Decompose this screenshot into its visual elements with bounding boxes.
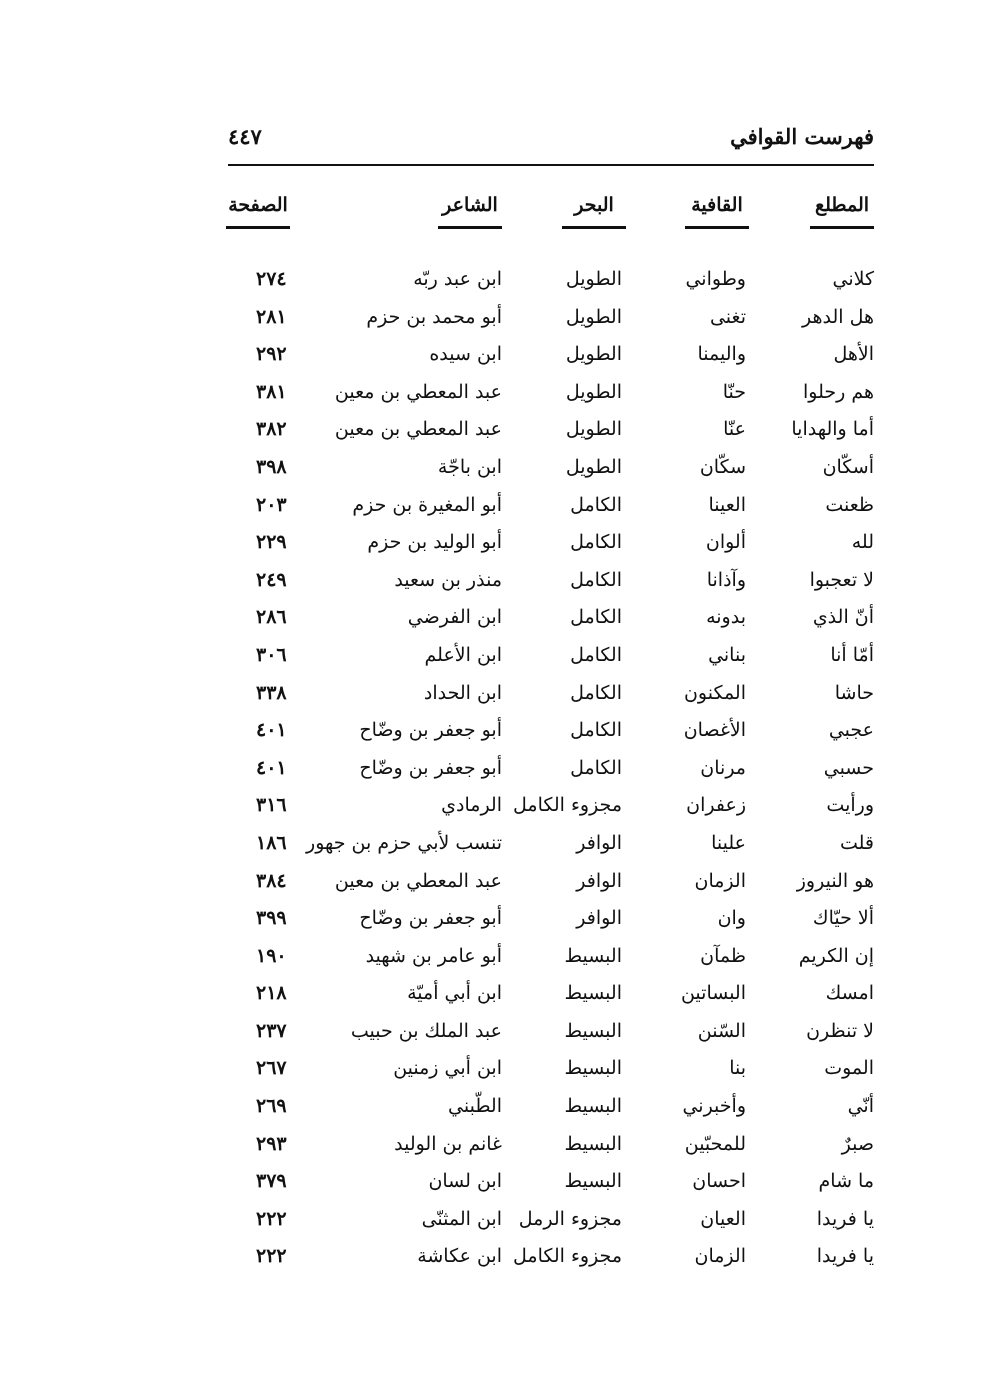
cell-matla: امسك: [825, 982, 874, 1005]
header-title: فهرست القوافي: [730, 124, 874, 149]
cell-qafia: تغنى: [709, 305, 746, 328]
cell-bahr: الكامل: [570, 643, 622, 666]
cell-qafia: ظمآن: [700, 944, 746, 967]
cell-shaer: أبو محمد بن حزم: [366, 305, 502, 328]
cell-bahr: الوافر: [576, 869, 622, 892]
cell-page: ٢٩٣: [256, 1132, 287, 1155]
table-row: [228, 563, 874, 601]
table-row: [228, 1127, 874, 1165]
cell-page: ٣١٦: [256, 794, 287, 817]
header-divider: [228, 164, 874, 166]
cell-page: ٢٧٤: [256, 268, 287, 290]
cell-shaer: الطّبني: [448, 1095, 502, 1118]
cell-shaer: عبد الملك بن حبيب: [350, 1019, 502, 1042]
cell-qafia: ألوان: [705, 531, 746, 554]
cell-matla: ظعنت: [825, 493, 874, 516]
cell-shaer: عبد المعطي بن معين: [334, 869, 502, 892]
column-header-page-label: الصفحة: [226, 194, 290, 229]
cell-qafia: وان: [717, 907, 746, 930]
cell-bahr: الطويل: [565, 343, 622, 366]
cell-qafia: الزمان: [694, 869, 746, 892]
cell-page: ٢٠٣: [256, 493, 287, 516]
cell-page: ١٨٦: [256, 831, 287, 854]
cell-bahr: الطويل: [565, 380, 622, 403]
cell-qafia: زعفران: [686, 794, 746, 817]
cell-bahr: البسيط: [564, 982, 622, 1005]
cell-page: ٣٣٨: [256, 681, 287, 704]
cell-page: ٤٠١: [256, 756, 287, 779]
cell-qafia: العيان: [700, 1207, 746, 1230]
table-row: [228, 525, 874, 563]
cell-bahr: الكامل: [570, 493, 622, 516]
cell-bahr: الكامل: [570, 568, 622, 591]
cell-shaer: أبو جعفر بن وضّاح: [359, 907, 502, 930]
cell-shaer: ابن المثنّى: [421, 1207, 502, 1230]
column-header-page: [226, 194, 290, 238]
cell-page: ٢٢٩: [256, 531, 287, 554]
table-row: [228, 1014, 874, 1052]
cell-matla: أما والهدايا: [791, 418, 874, 441]
cell-shaer: ابن سيده: [429, 343, 502, 366]
cell-bahr: البسيط: [564, 1170, 622, 1193]
table-row: [228, 1051, 874, 1089]
index-table-body: [228, 262, 874, 1277]
table-row: [228, 826, 874, 864]
cell-matla: يا فريدا: [816, 1245, 874, 1268]
cell-matla: أنّي: [847, 1095, 874, 1118]
table-row: [228, 1164, 874, 1202]
cell-shaer: عبد المعطي بن معين: [334, 418, 502, 441]
cell-qafia: الزمان: [694, 1245, 746, 1268]
cell-qafia: للمحبّين: [684, 1132, 746, 1155]
cell-bahr: البسيط: [564, 1095, 622, 1118]
table-row: [228, 901, 874, 939]
cell-qafia: السّنن: [697, 1019, 746, 1042]
cell-page: ٢٩٢: [256, 343, 287, 366]
cell-matla: يا فريدا: [816, 1207, 874, 1230]
cell-matla: أمّا أنا: [830, 643, 874, 666]
table-row: [228, 1239, 874, 1277]
cell-bahr: البسيط: [564, 1019, 622, 1042]
table-row: [228, 375, 874, 413]
cell-page: ٤٠١: [256, 719, 287, 742]
cell-matla: حاشا: [834, 681, 874, 704]
table-row: [228, 751, 874, 789]
cell-bahr: البسيط: [564, 944, 622, 967]
cell-bahr: الكامل: [570, 606, 622, 629]
table-row: [228, 1202, 874, 1240]
cell-page: ٣٠٦: [256, 643, 287, 666]
cell-bahr: الطويل: [565, 268, 622, 290]
cell-matla: كلاني: [832, 268, 874, 290]
cell-qafia: بنا: [729, 1057, 746, 1080]
cell-shaer: ابن الحداد: [423, 681, 502, 704]
cell-bahr: الطويل: [565, 418, 622, 441]
cell-matla: الموت: [824, 1057, 874, 1080]
cell-qafia: احسان: [692, 1170, 746, 1193]
cell-matla: قلت: [839, 831, 874, 854]
cell-page: ٢٨٦: [256, 606, 287, 629]
cell-qafia: وأخبرني: [682, 1095, 746, 1118]
table-row: [228, 1089, 874, 1127]
cell-qafia: وآذانا: [706, 568, 746, 591]
cell-matla: عجبي: [828, 719, 874, 742]
cell-page: ٣٨٤: [256, 869, 287, 892]
cell-page: ٢٤٩: [256, 568, 287, 591]
cell-page: ٣٨١: [256, 380, 287, 403]
cell-matla: ألا حيّاك: [812, 907, 874, 930]
cell-shaer: ابن الأعلم: [424, 643, 502, 666]
cell-bahr: مجزوء الرمل: [518, 1207, 622, 1230]
cell-bahr: الكامل: [570, 719, 622, 742]
table-row: [228, 713, 874, 751]
cell-page: ٢٦٧: [256, 1057, 287, 1080]
cell-shaer: أبو عامر بن شهيد: [365, 944, 502, 967]
cell-page: ٢٦٩: [256, 1095, 287, 1118]
table-row: [228, 450, 874, 488]
cell-qafia: مرنان: [700, 756, 746, 779]
cell-page: ٢٣٧: [256, 1019, 287, 1042]
cell-bahr: مجزوء الكامل: [513, 1245, 622, 1268]
cell-matla: هو النيروز: [796, 869, 874, 892]
table-row: [228, 300, 874, 338]
cell-bahr: الكامل: [570, 756, 622, 779]
cell-qafia: وطواني: [685, 268, 746, 290]
cell-qafia: بدونه: [706, 606, 746, 629]
cell-bahr: الطويل: [565, 455, 622, 478]
cell-qafia: سكّان: [699, 455, 746, 478]
column-header-qafia-label: القافية: [685, 194, 749, 229]
cell-matla: الأهل: [833, 343, 874, 366]
cell-page: ٢١٨: [256, 982, 287, 1005]
cell-qafia: علينا: [711, 831, 746, 854]
cell-shaer: غانم بن الوليد: [394, 1132, 502, 1155]
table-row: [228, 337, 874, 375]
table-row: [228, 412, 874, 450]
cell-bahr: الكامل: [570, 531, 622, 554]
column-header-matla: [810, 194, 874, 238]
cell-shaer: ابن الفرضي: [407, 606, 502, 629]
cell-page: ٢٨١: [256, 305, 287, 328]
cell-shaer: أبو جعفر بن وضّاح: [359, 719, 502, 742]
table-row: [228, 638, 874, 676]
cell-page: ٢٢٢: [256, 1207, 287, 1230]
cell-qafia: العينا: [708, 493, 746, 516]
cell-matla: إن الكريم: [798, 944, 874, 967]
cell-bahr: البسيط: [564, 1057, 622, 1080]
cell-matla: ما شام: [818, 1170, 874, 1193]
cell-qafia: البساتين: [680, 982, 746, 1005]
cell-bahr: الوافر: [576, 907, 622, 930]
column-header-bahr-label: البحر: [562, 194, 626, 229]
cell-matla: لله: [851, 531, 874, 554]
cell-page: ١٩٠: [256, 944, 287, 967]
cell-matla: لا تنظرن: [806, 1019, 874, 1042]
cell-qafia: حنّا: [722, 380, 746, 403]
cell-shaer: عبد المعطي بن معين: [334, 380, 502, 403]
column-header-shaer-label: الشاعر: [438, 194, 502, 229]
cell-shaer: منذر بن سعيد: [394, 568, 502, 591]
column-header-matla-label: المطلع: [810, 194, 874, 229]
cell-page: ٣٧٩: [256, 1170, 287, 1193]
cell-qafia: عنّا: [723, 418, 746, 441]
cell-matla: أسكّان: [822, 455, 874, 478]
cell-shaer: ابن أبي أميّة: [407, 982, 502, 1005]
table-row: [228, 262, 874, 300]
cell-bahr: الطويل: [565, 305, 622, 328]
header-page-number: ٤٤٧: [228, 124, 262, 149]
column-header-bahr: [562, 194, 626, 238]
table-row: [228, 788, 874, 826]
cell-qafia: واليمنا: [697, 343, 746, 366]
cell-page: ٣٩٨: [256, 455, 287, 478]
cell-page: ٣٩٩: [256, 907, 287, 930]
cell-shaer: ابن أبي زمنين: [393, 1057, 502, 1080]
cell-qafia: المكنون: [683, 681, 746, 704]
cell-shaer: ابن عكاشة: [417, 1245, 502, 1268]
table-row: [228, 676, 874, 714]
cell-bahr: الوافر: [576, 831, 622, 854]
cell-qafia: بناني: [708, 643, 746, 666]
cell-matla: لا تعجبوا: [809, 568, 874, 591]
page-header: [228, 124, 874, 164]
cell-page: ٣٨٢: [256, 418, 287, 441]
cell-shaer: الرمادي: [441, 794, 502, 817]
table-row: [228, 600, 874, 638]
cell-shaer: أبو جعفر بن وضّاح: [359, 756, 502, 779]
cell-shaer: ابن عبد ربّه: [413, 268, 502, 290]
cell-bahr: الكامل: [570, 681, 622, 704]
table-row: [228, 939, 874, 977]
cell-shaer: أبو المغيرة بن حزم: [352, 493, 502, 516]
cell-matla: أنّ الذي: [812, 606, 874, 629]
table-row: [228, 488, 874, 526]
table-row: [228, 976, 874, 1014]
cell-matla: ورأيت: [826, 794, 874, 817]
cell-shaer: أبو الوليد بن حزم: [367, 531, 502, 554]
cell-bahr: مجزوء الكامل: [513, 794, 622, 817]
table-row: [228, 864, 874, 902]
cell-shaer: تنسب لأبي حزم بن جهور: [306, 831, 502, 854]
column-header-qafia: [685, 194, 749, 238]
cell-page: ٢٢٢: [256, 1245, 287, 1268]
cell-qafia: الأغصان: [683, 719, 746, 742]
cell-shaer: ابن باجّة: [437, 455, 502, 478]
cell-matla: هل الدهر: [802, 305, 874, 328]
cell-matla: هم رحلوا: [802, 380, 874, 403]
cell-shaer: ابن لسان: [428, 1170, 502, 1193]
column-header-shaer: [438, 194, 502, 238]
cell-matla: صبرٌ: [841, 1132, 874, 1155]
cell-bahr: البسيط: [564, 1132, 622, 1155]
cell-matla: حسبي: [823, 756, 874, 779]
